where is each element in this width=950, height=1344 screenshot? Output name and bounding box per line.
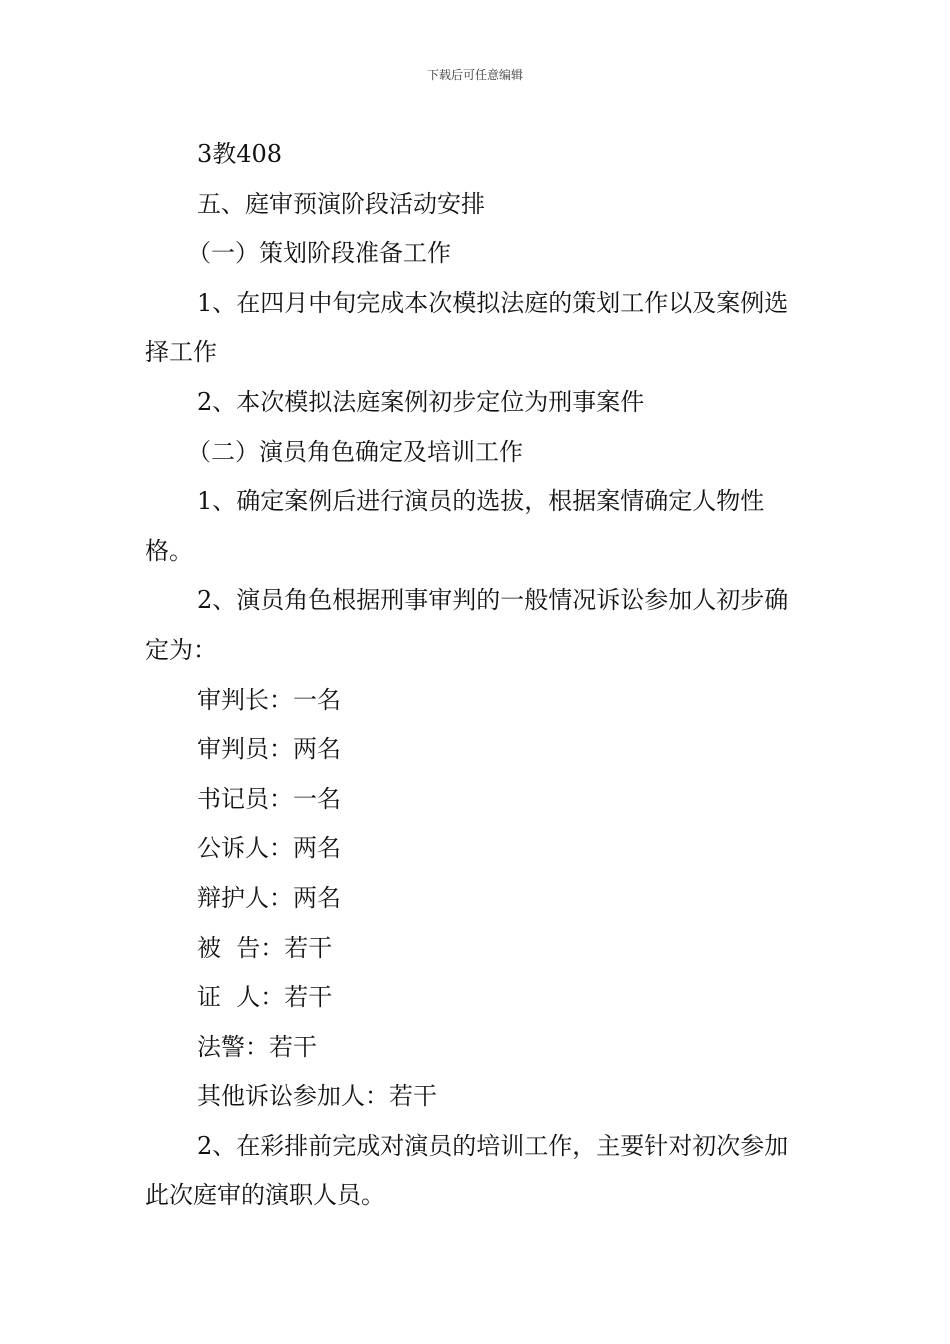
role-list-item: 其他诉讼参加人：若干	[197, 1082, 437, 1111]
roles-item-3: 2、在彩排前完成对演员的培训工作，主要针对初次参加此次庭审的演职人员。	[145, 1131, 789, 1210]
role-list-item: 证 人：若干	[197, 983, 333, 1012]
subsection-title-planning: （一）策划阶段准备工作	[187, 239, 451, 268]
roles-item-1: 1、确定案例后进行演员的选拔，根据案情确定人物性格。	[145, 487, 765, 565]
document-body	[145, 130, 810, 1221]
planning-item-2: 2、本次模拟法庭案例初步定位为刑事案件	[197, 387, 645, 416]
subsection-title-roles: （二）演员角色确定及培训工作	[187, 437, 523, 466]
role-list-item: 被 告：若干	[197, 933, 333, 962]
role-list-item: 辩护人：两名	[197, 883, 341, 912]
roles-item-2: 2、演员角色根据刑事审判的一般情况诉讼参加人初步确定为：	[145, 586, 789, 664]
section-title: 五、庭审预演阶段活动安排	[197, 189, 485, 218]
role-list-item: 审判长：一名	[197, 685, 341, 714]
planning-item-1: 1、在四月中旬完成本次模拟法庭的策划工作以及案例选择工作	[145, 288, 789, 367]
role-list-item: 法警：若干	[197, 1032, 317, 1061]
role-list-item: 公诉人：两名	[197, 834, 341, 863]
room-line: 3教408	[197, 140, 283, 168]
page-header-note: 下载后可任意编辑	[426, 68, 523, 82]
role-list-item: 书记员：一名	[197, 784, 341, 813]
role-list-item: 审判员：两名	[197, 735, 341, 764]
